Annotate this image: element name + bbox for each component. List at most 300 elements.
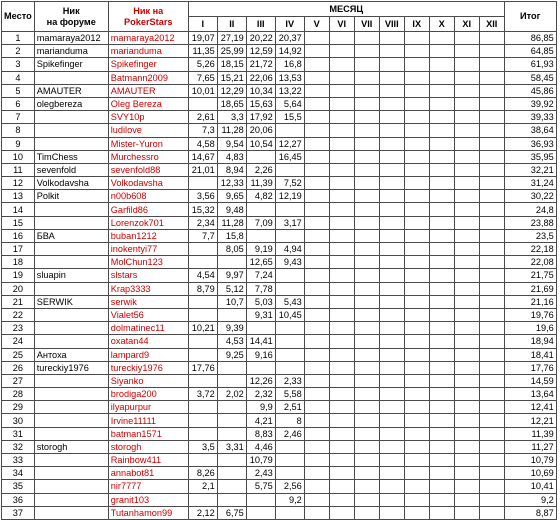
month-value-cell — [217, 361, 246, 374]
month-value-cell — [454, 216, 479, 229]
place-cell: 1 — [2, 32, 35, 45]
month-value-cell — [304, 454, 329, 467]
month-value-cell: 2,61 — [188, 111, 217, 124]
month-value-cell: 8,79 — [188, 282, 217, 295]
place-cell: 18 — [2, 256, 35, 269]
pokerstars-nick-cell: Oleg Bereza — [108, 97, 188, 110]
month-value-cell — [479, 71, 504, 84]
total-cell: 18,94 — [504, 335, 556, 348]
month-value-cell: 14,92 — [275, 45, 304, 58]
month-value-cell — [429, 361, 454, 374]
month-value-cell — [217, 427, 246, 440]
month-value-cell — [429, 374, 454, 387]
month-value-cell — [429, 493, 454, 506]
month-value-cell — [479, 374, 504, 387]
place-cell: 14 — [2, 203, 35, 216]
month-value-cell — [354, 163, 379, 176]
table-row — [2, 97, 557, 110]
month-value-cell — [429, 216, 454, 229]
forum-nick-cell — [34, 506, 108, 519]
month-value-cell — [379, 493, 404, 506]
forum-nick-cell — [34, 124, 108, 137]
forum-nick-cell — [34, 256, 108, 269]
month-value-cell — [354, 335, 379, 348]
table-row — [2, 58, 557, 71]
month-value-cell: 7,52 — [275, 177, 304, 190]
month-value-cell — [354, 361, 379, 374]
month-value-cell — [329, 84, 354, 97]
month-value-cell — [304, 493, 329, 506]
month-value-cell — [454, 71, 479, 84]
month-value-cell: 15,63 — [246, 97, 275, 110]
month-value-cell — [329, 374, 354, 387]
month-value-cell: 11,28 — [217, 124, 246, 137]
month-value-cell — [329, 45, 354, 58]
month-value-cell: 5,26 — [188, 58, 217, 71]
month-value-cell — [188, 427, 217, 440]
month-value-cell — [479, 137, 504, 150]
month-value-cell — [429, 124, 454, 137]
month-value-cell: 10,79 — [246, 454, 275, 467]
month-value-cell — [379, 32, 404, 45]
month-value-cell — [246, 203, 275, 216]
month-value-cell — [304, 137, 329, 150]
place-cell: 19 — [2, 269, 35, 282]
month-value-cell — [479, 295, 504, 308]
month-value-cell — [454, 282, 479, 295]
month-value-cell — [429, 229, 454, 242]
table-row — [2, 493, 557, 506]
month-value-cell — [404, 177, 429, 190]
month-value-cell — [329, 348, 354, 361]
pokerstars-nick-cell: n00b608 — [108, 190, 188, 203]
month-value-cell: 8 — [275, 414, 304, 427]
forum-nick-cell — [34, 388, 108, 401]
month-value-cell — [429, 480, 454, 493]
month-value-cell — [429, 177, 454, 190]
month-value-cell — [329, 229, 354, 242]
pokerstars-nick-cell: AMAUTER — [108, 84, 188, 97]
pokerstars-nick-cell: Spikefinger — [108, 58, 188, 71]
table-row — [2, 506, 557, 519]
total-cell: 22,08 — [504, 256, 556, 269]
forum-nick-cell: AMAUTER — [34, 84, 108, 97]
month-value-cell: 3,17 — [275, 216, 304, 229]
month-value-cell — [379, 295, 404, 308]
month-value-cell — [354, 269, 379, 282]
month-value-cell: 20,22 — [246, 32, 275, 45]
forum-nick-cell — [34, 216, 108, 229]
place-cell: 32 — [2, 440, 35, 453]
month-value-cell — [304, 401, 329, 414]
total-cell: 10,79 — [504, 454, 556, 467]
total-cell: 39,33 — [504, 111, 556, 124]
total-cell: 64,85 — [504, 45, 556, 58]
total-cell: 11,27 — [504, 440, 556, 453]
month-value-cell — [304, 163, 329, 176]
month-value-cell — [329, 71, 354, 84]
forum-nick-cell — [34, 137, 108, 150]
month-value-cell: 27,19 — [217, 32, 246, 45]
month-value-cell — [304, 45, 329, 58]
month-value-cell — [275, 440, 304, 453]
forum-nick-cell — [34, 493, 108, 506]
table-row — [2, 467, 557, 480]
month-value-cell — [379, 84, 404, 97]
month-value-cell: 7,78 — [246, 282, 275, 295]
month-value-cell — [354, 427, 379, 440]
month-value-cell — [479, 229, 504, 242]
month-value-cell — [454, 361, 479, 374]
place-cell: 25 — [2, 348, 35, 361]
month-value-cell — [479, 414, 504, 427]
place-cell: 23 — [2, 322, 35, 335]
table-row — [2, 111, 557, 124]
month-value-cell: 7,65 — [188, 71, 217, 84]
forum-nick-cell — [34, 203, 108, 216]
place-cell: 16 — [2, 229, 35, 242]
month-value-cell — [217, 308, 246, 321]
table-row — [2, 454, 557, 467]
month-value-cell — [454, 124, 479, 137]
month-value-cell — [304, 308, 329, 321]
month-value-cell — [188, 256, 217, 269]
place-cell: 2 — [2, 45, 35, 58]
month-value-cell — [429, 506, 454, 519]
pokerstars-nick-cell: SVY10p — [108, 111, 188, 124]
pokerstars-nick-cell: Mister-Yuron — [108, 137, 188, 150]
month-value-cell: 3,31 — [217, 440, 246, 453]
month-value-cell — [404, 414, 429, 427]
month-value-cell: 14,41 — [246, 335, 275, 348]
month-value-cell — [404, 361, 429, 374]
table-row — [2, 308, 557, 321]
month-value-cell: 21,01 — [188, 163, 217, 176]
forum-nick-cell: Антоха — [34, 348, 108, 361]
month-value-cell — [379, 71, 404, 84]
month-value-cell: 10,21 — [188, 322, 217, 335]
forum-nick-cell: SERWIK — [34, 295, 108, 308]
month-value-cell: 4,21 — [246, 414, 275, 427]
table-row — [2, 229, 557, 242]
month-value-cell — [329, 243, 354, 256]
month-value-cell — [329, 177, 354, 190]
pokerstars-nick-cell: annabot81 — [108, 467, 188, 480]
total-cell: 12,41 — [504, 401, 556, 414]
month-value-cell: 16,8 — [275, 58, 304, 71]
month-value-cell: 10,7 — [217, 295, 246, 308]
month-value-cell — [454, 440, 479, 453]
month-value-cell — [329, 58, 354, 71]
forum-nick-cell: БВА — [34, 229, 108, 242]
total-cell: 10,41 — [504, 480, 556, 493]
pokerstars-nick-cell: inokentyi77 — [108, 243, 188, 256]
month-value-cell — [304, 203, 329, 216]
month-value-cell — [379, 163, 404, 176]
month-value-cell — [354, 216, 379, 229]
month-value-cell: 2,12 — [188, 506, 217, 519]
month-value-cell — [329, 97, 354, 110]
month-value-cell — [479, 480, 504, 493]
month-value-cell: 20,37 — [275, 32, 304, 45]
month-value-cell — [329, 32, 354, 45]
month-value-cell — [404, 401, 429, 414]
pokerstars-nick-cell: brodiga200 — [108, 388, 188, 401]
month-value-cell — [188, 308, 217, 321]
place-cell: 12 — [2, 177, 35, 190]
place-cell: 31 — [2, 427, 35, 440]
month-value-cell — [379, 374, 404, 387]
month-value-cell — [454, 427, 479, 440]
month-value-cell — [404, 282, 429, 295]
month-value-cell — [304, 243, 329, 256]
month-value-cell — [354, 203, 379, 216]
month-value-cell — [217, 374, 246, 387]
month-value-cell — [304, 256, 329, 269]
month-value-cell — [304, 84, 329, 97]
month-value-cell — [479, 203, 504, 216]
month-value-cell: 5,58 — [275, 388, 304, 401]
table-row — [2, 216, 557, 229]
place-cell: 28 — [2, 388, 35, 401]
month-value-cell — [379, 177, 404, 190]
month-value-cell: 13,53 — [275, 71, 304, 84]
month-value-cell — [454, 454, 479, 467]
month-value-cell — [454, 295, 479, 308]
month-value-cell — [379, 150, 404, 163]
month-value-cell — [479, 190, 504, 203]
month-value-cell — [429, 335, 454, 348]
table-row — [2, 45, 557, 58]
month-value-cell: 2,02 — [217, 388, 246, 401]
total-cell: 9,2 — [504, 493, 556, 506]
month-value-cell: 4,94 — [275, 243, 304, 256]
place-cell: 11 — [2, 163, 35, 176]
forum-nick-cell — [34, 322, 108, 335]
month-value-cell — [354, 177, 379, 190]
month-value-cell — [454, 467, 479, 480]
month-value-cell — [404, 335, 429, 348]
month-value-cell — [188, 177, 217, 190]
month-value-cell — [188, 97, 217, 110]
total-cell: 45,86 — [504, 84, 556, 97]
table-row — [2, 348, 557, 361]
month-value-cell — [354, 401, 379, 414]
table-row — [2, 243, 557, 256]
month-value-cell — [275, 203, 304, 216]
month-value-cell — [479, 45, 504, 58]
month-value-cell — [454, 493, 479, 506]
month-value-cell — [379, 467, 404, 480]
table-row — [2, 137, 557, 150]
month-value-cell — [429, 243, 454, 256]
month-value-cell — [329, 401, 354, 414]
place-cell: 22 — [2, 308, 35, 321]
month-value-cell — [217, 401, 246, 414]
month-value-cell: 2,34 — [188, 216, 217, 229]
table-row — [2, 150, 557, 163]
month-value-cell — [275, 163, 304, 176]
month-value-cell — [454, 137, 479, 150]
month-value-cell: 4,58 — [188, 137, 217, 150]
place-cell: 30 — [2, 414, 35, 427]
header-month-7: VII — [354, 17, 379, 32]
place-cell: 17 — [2, 243, 35, 256]
month-value-cell — [429, 203, 454, 216]
month-value-cell: 2,51 — [275, 401, 304, 414]
month-value-cell — [429, 269, 454, 282]
month-value-cell — [217, 414, 246, 427]
month-value-cell — [429, 308, 454, 321]
month-value-cell — [404, 32, 429, 45]
month-value-cell — [429, 348, 454, 361]
table-row — [2, 190, 557, 203]
month-value-cell — [379, 322, 404, 335]
month-value-cell — [479, 440, 504, 453]
month-value-cell — [404, 440, 429, 453]
month-value-cell — [246, 229, 275, 242]
month-value-cell — [275, 361, 304, 374]
month-value-cell — [217, 256, 246, 269]
place-cell: 33 — [2, 454, 35, 467]
month-value-cell — [246, 150, 275, 163]
month-value-cell: 8,94 — [217, 163, 246, 176]
month-value-cell — [329, 124, 354, 137]
month-value-cell — [379, 216, 404, 229]
month-value-cell — [479, 256, 504, 269]
total-cell: 23,5 — [504, 229, 556, 242]
month-value-cell — [329, 467, 354, 480]
month-value-cell: 10,34 — [246, 84, 275, 97]
month-value-cell: 9,25 — [217, 348, 246, 361]
month-value-cell: 7,24 — [246, 269, 275, 282]
month-value-cell — [404, 493, 429, 506]
month-value-cell: 5,64 — [275, 97, 304, 110]
pokerstars-nick-cell: Krap3333 — [108, 282, 188, 295]
forum-nick-cell — [34, 480, 108, 493]
pokerstars-nick-cell: ilyapurpur — [108, 401, 188, 414]
month-value-cell — [379, 335, 404, 348]
month-value-cell — [404, 190, 429, 203]
month-value-cell — [479, 282, 504, 295]
month-value-cell — [329, 111, 354, 124]
month-value-cell — [354, 374, 379, 387]
month-value-cell — [354, 58, 379, 71]
month-value-cell — [329, 414, 354, 427]
header-month-5: V — [304, 17, 329, 32]
month-value-cell: 2,56 — [275, 480, 304, 493]
pokerstars-nick-cell: lampard9 — [108, 348, 188, 361]
month-value-cell — [354, 111, 379, 124]
month-value-cell — [379, 440, 404, 453]
month-value-cell — [188, 295, 217, 308]
month-value-cell — [275, 269, 304, 282]
month-value-cell — [304, 282, 329, 295]
table-row — [2, 124, 557, 137]
table-row — [2, 361, 557, 374]
month-value-cell — [246, 493, 275, 506]
month-value-cell — [354, 348, 379, 361]
month-value-cell — [354, 282, 379, 295]
header-month-10: X — [429, 17, 454, 32]
month-value-cell — [329, 256, 354, 269]
month-value-cell — [454, 190, 479, 203]
month-value-cell — [479, 111, 504, 124]
header-month-1: I — [188, 17, 217, 32]
month-value-cell — [329, 427, 354, 440]
month-value-cell — [429, 256, 454, 269]
month-value-cell — [454, 374, 479, 387]
month-value-cell — [429, 282, 454, 295]
month-value-cell — [454, 388, 479, 401]
forum-nick-cell — [34, 414, 108, 427]
table-row — [2, 374, 557, 387]
month-value-cell — [304, 97, 329, 110]
month-value-cell — [379, 348, 404, 361]
month-value-cell — [429, 84, 454, 97]
pokerstars-nick-cell: Vialet56 — [108, 308, 188, 321]
month-value-cell — [354, 150, 379, 163]
month-value-cell — [188, 374, 217, 387]
month-value-cell — [454, 401, 479, 414]
month-value-cell — [354, 97, 379, 110]
month-value-cell — [479, 388, 504, 401]
month-value-cell — [404, 348, 429, 361]
month-value-cell: 9,39 — [217, 322, 246, 335]
month-value-cell: 2,33 — [275, 374, 304, 387]
month-value-cell — [404, 480, 429, 493]
header-month: МЕСЯЦ — [188, 2, 504, 17]
month-value-cell — [379, 229, 404, 242]
table-row — [2, 480, 557, 493]
month-value-cell — [188, 335, 217, 348]
month-value-cell — [454, 480, 479, 493]
forum-nick-cell: mamaraya2012 — [34, 32, 108, 45]
month-value-cell — [429, 454, 454, 467]
month-value-cell — [354, 229, 379, 242]
month-value-cell — [379, 401, 404, 414]
month-value-cell — [404, 506, 429, 519]
forum-nick-cell: storogh — [34, 440, 108, 453]
month-value-cell: 5,43 — [275, 295, 304, 308]
table-row — [2, 427, 557, 440]
month-value-cell — [479, 97, 504, 110]
table-row — [2, 282, 557, 295]
pokerstars-nick-cell: Siyanko — [108, 374, 188, 387]
month-value-cell: 9,9 — [246, 401, 275, 414]
month-value-cell: 18,65 — [217, 97, 246, 110]
month-value-cell — [275, 467, 304, 480]
month-value-cell — [379, 111, 404, 124]
month-value-cell — [304, 216, 329, 229]
month-value-cell: 5,75 — [246, 480, 275, 493]
month-value-cell — [246, 506, 275, 519]
place-cell: 3 — [2, 58, 35, 71]
month-value-cell: 3,5 — [188, 440, 217, 453]
month-value-cell — [354, 322, 379, 335]
total-cell: 30,22 — [504, 190, 556, 203]
month-value-cell — [479, 150, 504, 163]
month-value-cell — [429, 414, 454, 427]
month-value-cell — [304, 190, 329, 203]
month-value-cell — [379, 58, 404, 71]
month-value-cell — [188, 414, 217, 427]
month-value-cell — [479, 401, 504, 414]
month-value-cell — [479, 493, 504, 506]
total-cell: 13,64 — [504, 388, 556, 401]
month-value-cell — [304, 335, 329, 348]
month-value-cell — [275, 322, 304, 335]
